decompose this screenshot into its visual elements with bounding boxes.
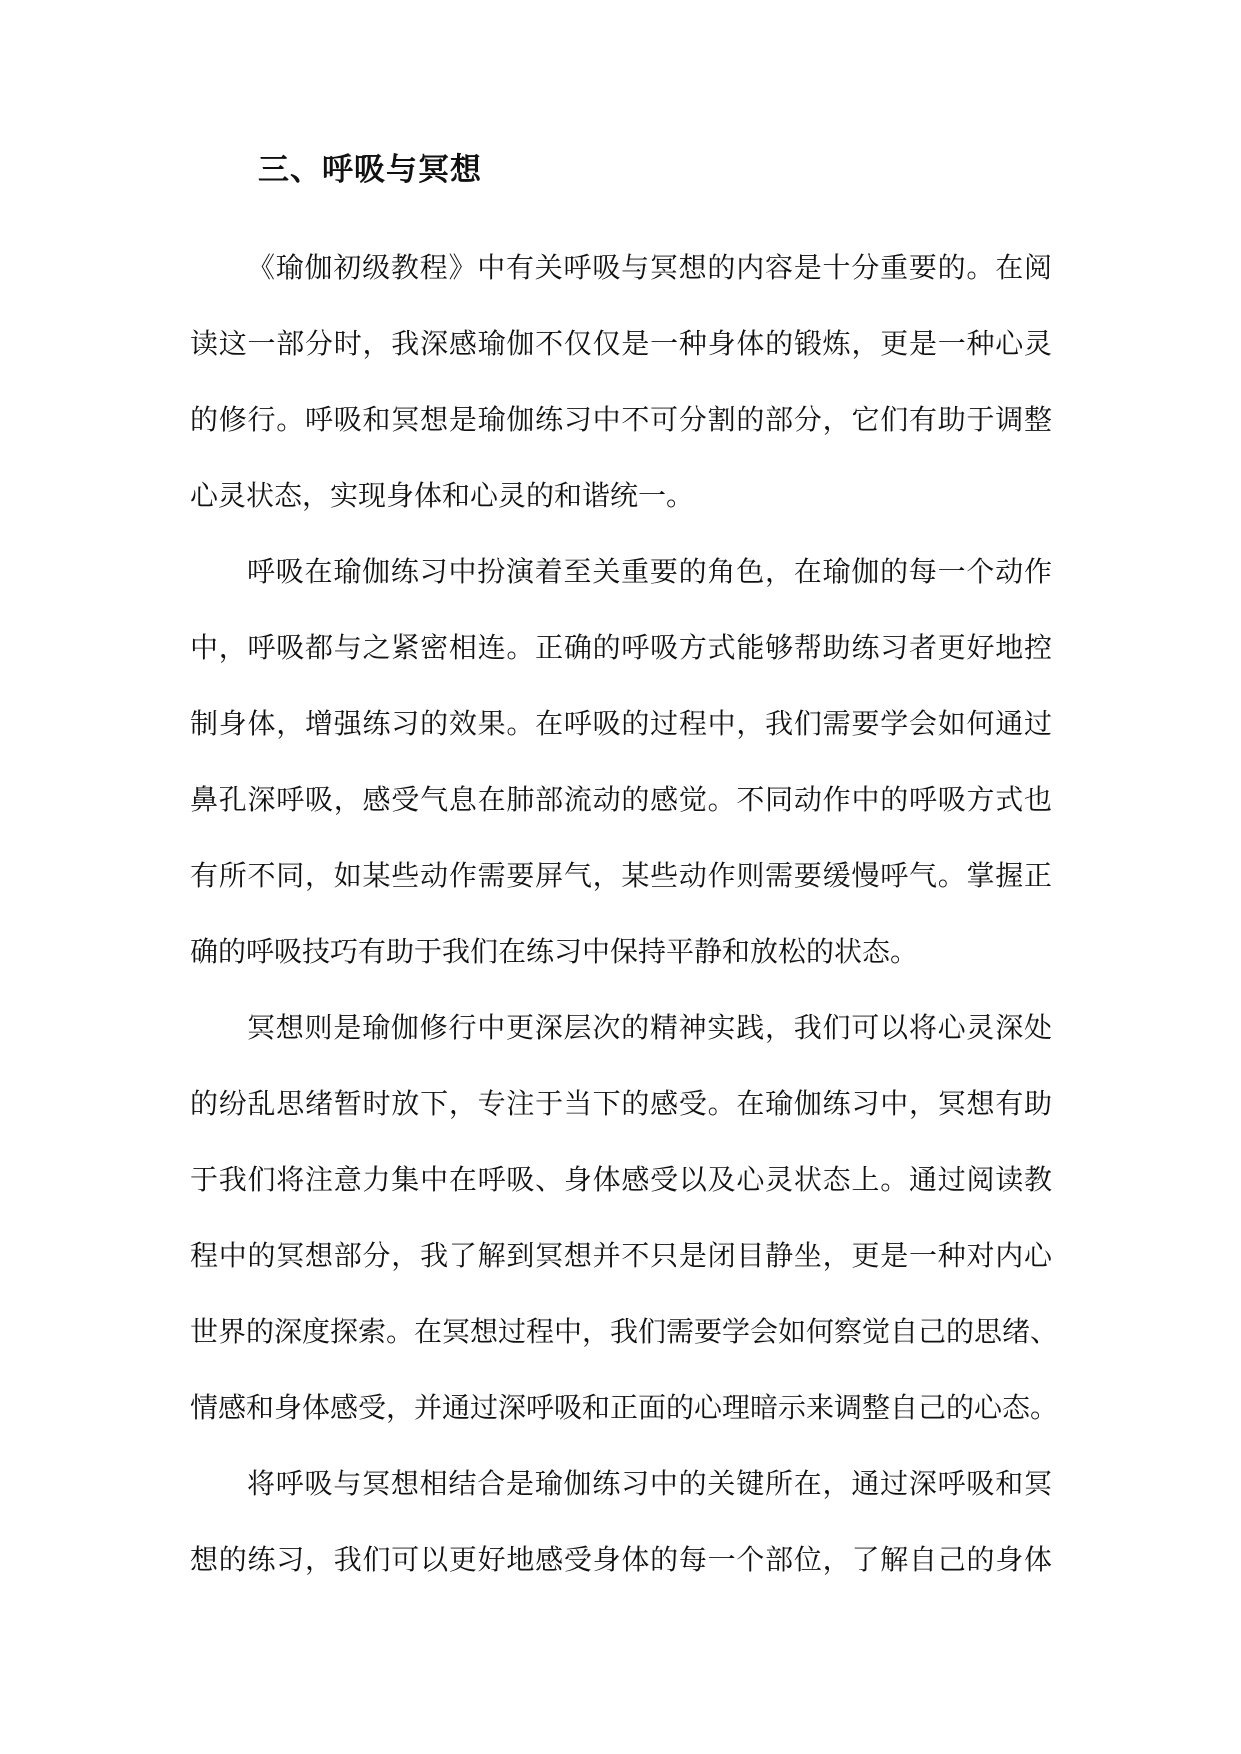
paragraph-line: 读这一部分时，我深感瑜伽不仅仅是一种身体的锻炼，更是一种心灵 (190, 327, 1052, 360)
paragraph-line: 冥想则是瑜伽修行中更深层次的精神实践，我们可以将心灵深处 (247, 1011, 1052, 1044)
paragraph-line: 于我们将注意力集中在呼吸、身体感受以及心灵状态上。通过阅读教 (190, 1163, 1052, 1196)
paragraph-line: 程中的冥想部分，我了解到冥想并不只是闭目静坐，更是一种对内心 (190, 1239, 1052, 1272)
paragraph-line: 中，呼吸都与之紧密相连。正确的呼吸方式能够帮助练习者更好地控 (190, 631, 1052, 664)
section-heading: 三、呼吸与冥想 (258, 152, 482, 188)
paragraph-line: 确的呼吸技巧有助于我们在练习中保持平静和放松的状态。 (190, 935, 919, 968)
paragraph-line: 《瑜伽初级教程》中有关呼吸与冥想的内容是十分重要的。在阅 (247, 251, 1052, 284)
paragraph-line: 心灵状态，实现身体和心灵的和谐统一。 (190, 479, 695, 512)
paragraph-line: 鼻孔深呼吸，感受气息在肺部流动的感觉。不同动作中的呼吸方式也 (190, 783, 1052, 816)
paragraph-line: 的修行。呼吸和冥想是瑜伽练习中不可分割的部分，它们有助于调整 (190, 403, 1052, 436)
paragraph-line: 情感和身体感受，并通过深呼吸和正面的心理暗示来调整自己的心态。 (190, 1391, 1059, 1424)
body-text (190, 230, 1059, 1598)
paragraph-line: 想的练习，我们可以更好地感受身体的每一个部位，了解自己的身体 (190, 1543, 1052, 1576)
paragraph-line: 制身体，增强练习的效果。在呼吸的过程中，我们需要学会如何通过 (190, 707, 1052, 740)
paragraph-line: 世界的深度探索。在冥想过程中，我们需要学会如何察觉自己的思绪、 (190, 1315, 1059, 1348)
paragraph-line: 的纷乱思绪暂时放下，专注于当下的感受。在瑜伽练习中，冥想有助 (190, 1087, 1052, 1120)
paragraph-line: 将呼吸与冥想相结合是瑜伽练习中的关键所在，通过深呼吸和冥 (247, 1467, 1052, 1500)
paragraph-line: 有所不同，如某些动作需要屏气，某些动作则需要缓慢呼气。掌握正 (190, 859, 1052, 892)
paragraph-line: 呼吸在瑜伽练习中扮演着至关重要的角色，在瑜伽的每一个动作 (247, 555, 1052, 588)
